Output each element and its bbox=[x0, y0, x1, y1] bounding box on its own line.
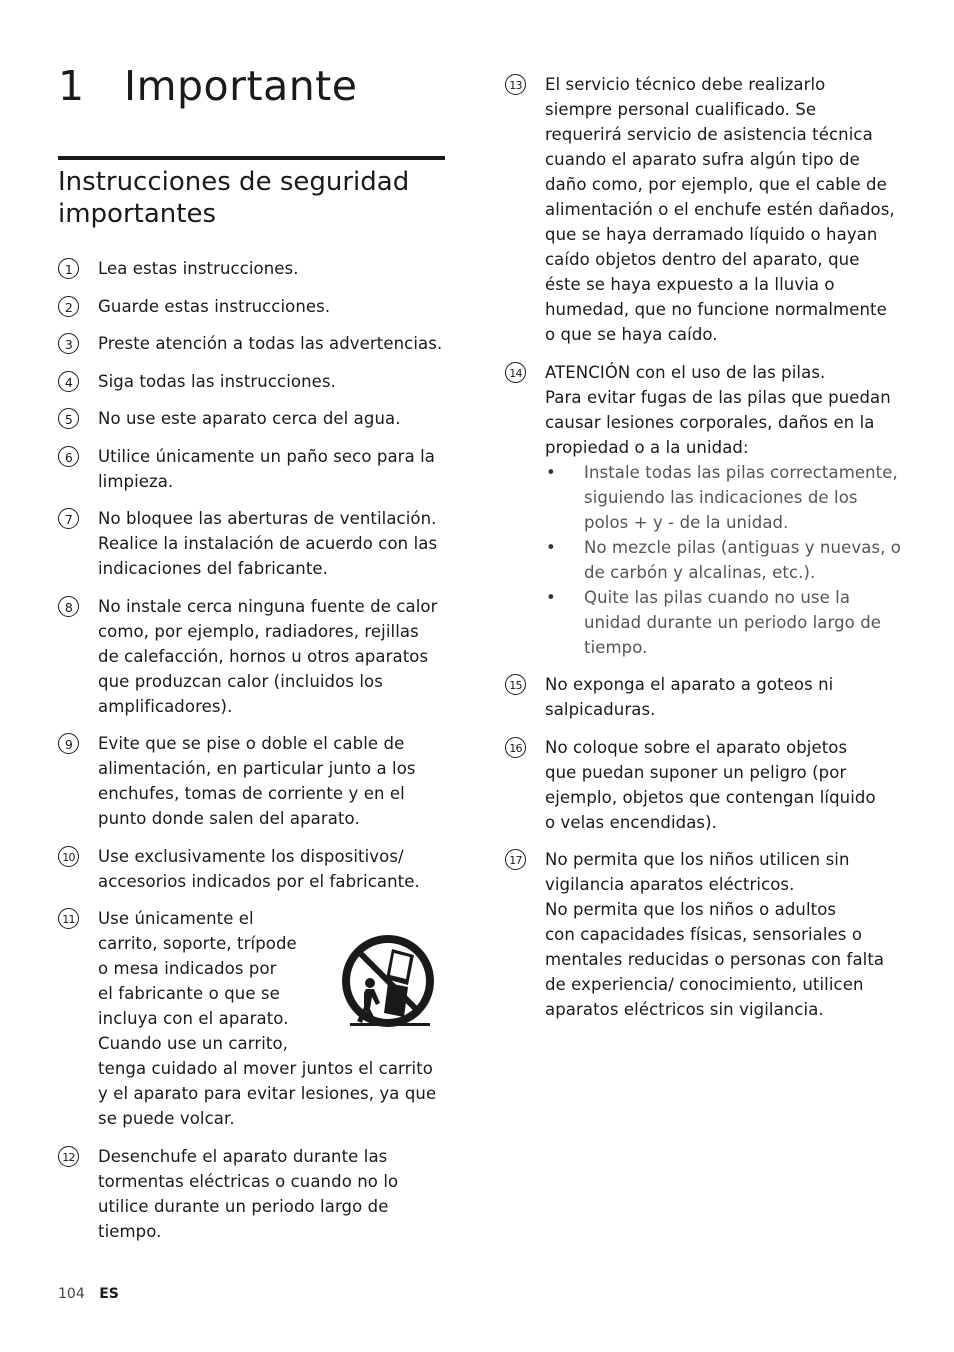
item-number-badge: 2 bbox=[58, 296, 79, 317]
item-text-line: Guarde estas instrucciones. bbox=[98, 296, 331, 316]
item-number-badge: 11 bbox=[58, 908, 79, 929]
list-item bbox=[58, 731, 450, 831]
bullet-text-line: siguiendo las indicaciones de los bbox=[584, 487, 858, 507]
item-text-line: No bloquee las aberturas de ventilación. bbox=[98, 509, 437, 528]
item-text-line: vigilancia aparatos eléctricos. bbox=[545, 875, 795, 894]
list-item bbox=[58, 256, 450, 281]
item-text-line: alimentación o el enchufe estén dañados, bbox=[545, 200, 895, 219]
item-text-line: Para evitar fugas de las pilas que puedan bbox=[545, 387, 891, 407]
page-number: 104 bbox=[58, 1286, 85, 1302]
item-text-line: propiedad o a la unidad: bbox=[545, 437, 749, 457]
item-text-line: No instale cerca ninguna fuente de calor bbox=[98, 596, 438, 616]
item-text-line: Cuando use un carrito, bbox=[98, 1034, 289, 1053]
bullet-text-line: Instale todas las pilas correctamente, bbox=[584, 462, 898, 482]
bullet-item bbox=[545, 460, 905, 535]
item-text-line: punto donde salen del aparato. bbox=[98, 809, 360, 828]
chapter-title-text: Importante bbox=[124, 62, 358, 110]
left-column bbox=[58, 256, 450, 1256]
bullet-text-line: Quite las pilas cuando no use la bbox=[584, 587, 851, 607]
cart-tip-warning-icon bbox=[336, 929, 440, 1037]
item-text-line: ATENCIÓN con el uso de las pilas. bbox=[545, 362, 826, 382]
item-text-line: o que se haya caído. bbox=[545, 325, 718, 344]
item-number-badge: 4 bbox=[58, 371, 79, 392]
bullet-text-line: unidad durante un periodo largo de bbox=[584, 612, 882, 632]
item-number-badge: 12 bbox=[58, 1146, 79, 1167]
item-text-line: No exponga el aparato a goteos ni bbox=[545, 675, 834, 694]
item-text-line: tiempo. bbox=[98, 1221, 162, 1241]
item-text-line: de experiencia/ conocimiento, utilicen bbox=[545, 975, 864, 994]
bullet-icon: • bbox=[546, 462, 556, 482]
bullet-item bbox=[545, 535, 905, 585]
item-text-line: ejemplo, objetos que contengan líquido bbox=[545, 787, 876, 807]
item-number-badge: 10 bbox=[58, 846, 79, 867]
list-item bbox=[58, 506, 450, 581]
item-text-line: que puedan suponer un peligro (por bbox=[545, 762, 847, 782]
item-text-line: caído objetos dentro del aparato, que bbox=[545, 250, 860, 269]
list-item bbox=[58, 294, 450, 319]
item-text-line: aparatos eléctricos sin vigilancia. bbox=[545, 1000, 824, 1019]
item-number-badge: 15 bbox=[505, 674, 526, 695]
item-text-line: de calefacción, hornos u otros aparatos bbox=[98, 646, 429, 666]
item-number-badge: 13 bbox=[505, 74, 526, 95]
item-text-line: requerirá servicio de asistencia técnica bbox=[545, 125, 873, 144]
item-number-badge: 1 bbox=[58, 258, 79, 279]
item-number-badge: 17 bbox=[505, 849, 526, 870]
item-text-line: mentales reducidas o personas con falta bbox=[545, 950, 885, 969]
item-number-badge: 3 bbox=[58, 333, 79, 354]
item-text-line: que se haya derramado líquido o hayan bbox=[545, 225, 878, 244]
list-item bbox=[58, 369, 450, 394]
item-text-line: indicaciones del fabricante. bbox=[98, 559, 329, 578]
item-text-line: No permita que los niños utilicen sin bbox=[545, 850, 850, 869]
item-number-badge: 5 bbox=[58, 408, 79, 429]
list-item bbox=[58, 594, 450, 719]
list-item bbox=[505, 360, 905, 660]
item-text-line: Realice la instalación de acuerdo con las bbox=[98, 534, 438, 553]
item-text-line: No coloque sobre el aparato objetos bbox=[545, 737, 848, 757]
item-text-line: Lea estas instrucciones. bbox=[98, 259, 299, 278]
item-text-line: cuando el aparato sufra algún tipo de bbox=[545, 150, 860, 169]
bullet-text-line: tiempo. bbox=[584, 637, 648, 657]
bullet-text-line: No mezcle pilas (antiguas y nuevas, o bbox=[584, 537, 901, 557]
list-item bbox=[505, 672, 905, 722]
item-text-line: daño como, por ejemplo, que el cable de bbox=[545, 175, 887, 194]
right-column bbox=[505, 72, 905, 1035]
list-item bbox=[505, 847, 905, 1022]
list-item bbox=[505, 735, 905, 835]
item-text-line: limpieza. bbox=[98, 471, 174, 491]
bullet-text-line: de carbón y alcalinas, etc.). bbox=[584, 562, 816, 582]
item-text-line: carrito, soporte, trípode bbox=[98, 934, 297, 953]
bullet-list bbox=[545, 460, 905, 660]
list-item bbox=[58, 331, 450, 356]
chapter-title bbox=[58, 62, 357, 111]
page-footer bbox=[58, 1284, 119, 1304]
item-text-line: como, por ejemplo, radiadores, rejillas bbox=[98, 621, 419, 641]
item-text-line: que produzcan calor (incluidos los bbox=[98, 671, 383, 691]
item-text-line: tormentas eléctricas o cuando no lo bbox=[98, 1171, 399, 1191]
item-text-line: No use este aparato cerca del agua. bbox=[98, 409, 401, 428]
item-text-line: Evite que se pise o doble el cable de bbox=[98, 734, 405, 753]
item-text-line: salpicaduras. bbox=[545, 700, 656, 719]
item-text-line: el fabricante o que se bbox=[98, 984, 280, 1003]
item-text-line: alimentación, en particular junto a los bbox=[98, 759, 416, 778]
item-text-line: causar lesiones corporales, daños en la bbox=[545, 412, 875, 432]
language-code: ES bbox=[99, 1286, 119, 1302]
item-text-line: o velas encendidas). bbox=[545, 812, 718, 832]
item-text-line: Desenchufe el aparato durante las bbox=[98, 1146, 388, 1166]
item-number-badge: 8 bbox=[58, 596, 79, 617]
item-text-line: y el aparato para evitar lesiones, ya que bbox=[98, 1084, 437, 1103]
list-item bbox=[58, 444, 450, 494]
bullet-icon: • bbox=[546, 537, 556, 557]
list-item bbox=[505, 72, 905, 347]
item-number-badge: 16 bbox=[505, 737, 526, 758]
section-rule bbox=[58, 156, 445, 160]
item-text-line: siempre personal cualificado. Se bbox=[545, 100, 817, 119]
item-text-line: Utilice únicamente un paño seco para la bbox=[98, 446, 436, 466]
item-number-badge: 9 bbox=[58, 733, 79, 754]
list-item bbox=[58, 406, 450, 431]
item-text-line: Use únicamente el bbox=[98, 909, 254, 928]
item-text-line: utilice durante un periodo largo de bbox=[98, 1196, 389, 1216]
item-text-line: tenga cuidado al mover juntos el carrito bbox=[98, 1059, 433, 1078]
item-text-line: éste se haya expuesto a la lluvia o bbox=[545, 275, 835, 294]
item-text-line: enchufes, tomas de corriente y en el bbox=[98, 784, 405, 803]
bullet-icon: • bbox=[546, 587, 556, 607]
item-number-badge: 7 bbox=[58, 508, 79, 529]
item-text-line: Siga todas las instrucciones. bbox=[98, 371, 336, 391]
item-text-line: se puede volcar. bbox=[98, 1109, 235, 1128]
chapter-number: 1 bbox=[58, 62, 85, 110]
item-text-line: El servicio técnico debe realizarlo bbox=[545, 75, 826, 94]
item-text-line: con capacidades físicas, sensoriales o bbox=[545, 925, 863, 944]
item-text-line: humedad, que no funcione normalmente bbox=[545, 300, 887, 319]
section-title: Instrucciones de seguridad importantes bbox=[58, 167, 410, 229]
item-text-line: o mesa indicados por bbox=[98, 959, 277, 978]
item-number-badge: 6 bbox=[58, 446, 79, 467]
item-text-line: Preste atención a todas las advertencias. bbox=[98, 334, 443, 353]
list-item bbox=[58, 1144, 450, 1244]
item-number-badge: 14 bbox=[505, 362, 526, 383]
item-text-line: incluya con el aparato. bbox=[98, 1009, 289, 1028]
list-item bbox=[58, 844, 450, 894]
item-text-line: Use exclusivamente los dispositivos/ bbox=[98, 846, 404, 866]
bullet-item bbox=[545, 585, 905, 660]
bullet-text-line: polos + y - de la unidad. bbox=[584, 512, 789, 532]
item-text-line: No permita que los niños o adultos bbox=[545, 900, 837, 919]
item-text-line: amplificadores). bbox=[98, 696, 233, 716]
item-text-line: accesorios indicados por el fabricante. bbox=[98, 871, 420, 891]
